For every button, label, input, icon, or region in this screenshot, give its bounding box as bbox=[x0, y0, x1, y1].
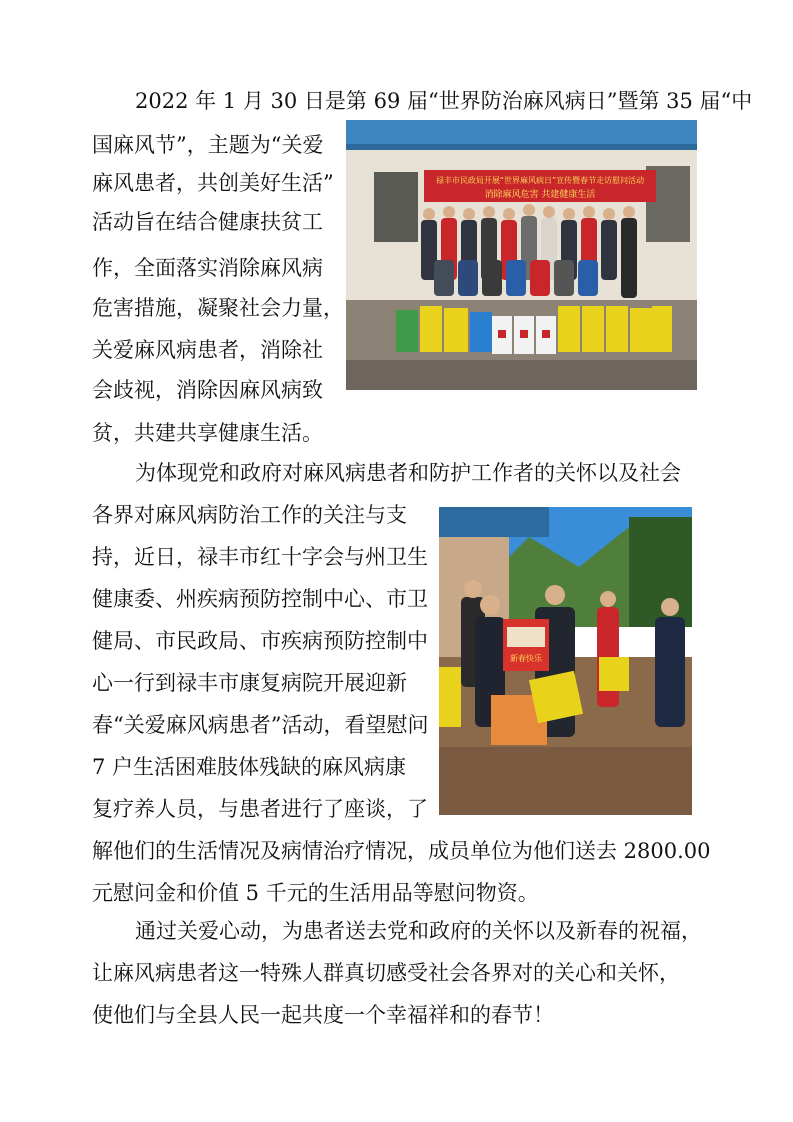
para2-line-2: 各界对麻风病防治工作的关注与支 bbox=[92, 503, 407, 527]
para1-line-1: 2022 年 1 月 30 日是第 69 届“世界防治麻风病日”暨第 35 届“中 bbox=[135, 89, 753, 113]
para1-line-4: 活动旨在结合健康扶贫工 bbox=[92, 210, 323, 234]
para2-line-6: 心一行到禄丰市康复病院开展迎新 bbox=[92, 671, 407, 695]
para1-line-7: 关爱麻风病患者，消除社 bbox=[92, 338, 323, 362]
para1-line-6: 危害措施，凝聚社会力量， bbox=[92, 296, 344, 320]
banner-text-2: 消除麻风危害 共建健康生活 bbox=[484, 190, 596, 200]
para2-line-4: 健康委、州疾病预防控制中心、市卫 bbox=[92, 587, 428, 611]
visit-photo bbox=[439, 507, 692, 815]
para1-line-9: 贫，共建共享健康生活。 bbox=[92, 421, 323, 445]
para3-line-2: 让麻风病患者这一特殊人群真切感受社会各界对的关心和关怀， bbox=[92, 961, 680, 985]
para2-line-1: 为体现党和政府对麻风病患者和防护工作者的关怀以及社会 bbox=[135, 461, 681, 485]
gift-bag-text: 新春快乐 bbox=[510, 654, 542, 663]
para2-line-3: 持，近日，禄丰市红十字会与州卫生 bbox=[92, 545, 428, 569]
para1-line-5: 作，全面落实消除麻风病 bbox=[92, 256, 323, 280]
banner-text: 禄丰市民政局开展“世界麻风病日”宣传暨春节走访慰问活动 bbox=[435, 176, 645, 185]
para3-line-1: 通过关爱心动，为患者送去党和政府的关怀以及新春的祝福， bbox=[135, 919, 702, 943]
para2-line-9: 复疗养人员，与患者进行了座谈，了 bbox=[92, 797, 428, 821]
para2-line-5: 健局、市民政局、市疾病预防控制中 bbox=[92, 629, 428, 653]
para3-line-3: 使他们与全县人民一起共度一个幸福祥和的春节！ bbox=[92, 1003, 554, 1027]
para1-line-8: 会歧视，消除因麻风病致 bbox=[92, 378, 323, 402]
group-photo bbox=[346, 120, 697, 390]
para2-line-10: 解他们的生活情况及病情治疗情况，成员单位为他们送去 2800.00 bbox=[92, 839, 711, 863]
para2-line-8: 7 户生活困难肢体残缺的麻风病康 bbox=[92, 755, 407, 779]
para2-line-7: 春“关爱麻风病患者”活动，看望慰问 bbox=[92, 713, 429, 737]
para2-line-11: 元慰问金和价值 5 千元的生活用品等慰问物资。 bbox=[92, 881, 539, 905]
para1-line-3: 麻风患者，共创美好生活” bbox=[92, 171, 334, 195]
para1-line-2: 国麻风节”，主题为“关爱 bbox=[92, 133, 324, 157]
